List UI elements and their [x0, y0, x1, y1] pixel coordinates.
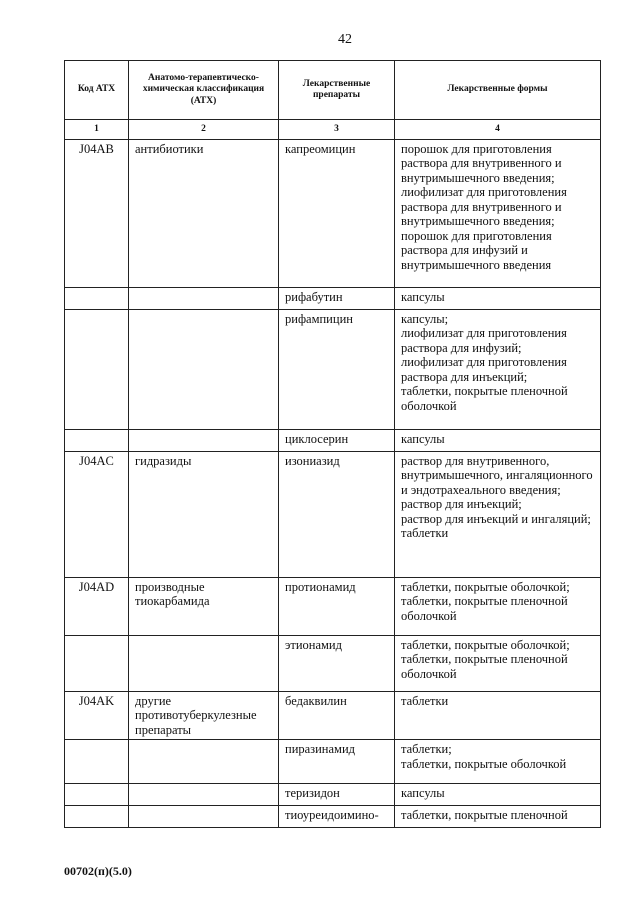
dosage-form: лиофилизат для приготовления раствора для внутривенного и внутримышечного введения; [401, 185, 567, 228]
dosage-forms-cell [395, 635, 601, 691]
dosage-form: таблетки, покрытые оболочкой; [401, 579, 570, 594]
atc-class-cell [129, 635, 279, 691]
drug-table [64, 60, 601, 828]
header-drugs: Лекарственные препараты [279, 61, 395, 120]
table-row [65, 784, 601, 806]
dosage-forms-cell [395, 806, 601, 828]
drug-name-cell: пиразинамид [279, 740, 395, 784]
dosage-form: лиофилизат для приготовления раствора для инфузий; [401, 326, 567, 355]
header-row [65, 61, 601, 120]
dosage-form: порошок для приготовления раствора для внутривенного и внутримышечного введения; [401, 141, 562, 185]
dosage-forms-cell [395, 577, 601, 635]
drug-name-cell: изониазид [279, 451, 395, 577]
drug-name-cell: протионамид [279, 577, 395, 635]
drug-name-cell: тиоуреидоимино- [279, 806, 395, 828]
atc-class-cell: другие противотуберкулезные препараты [129, 691, 279, 740]
table-row [65, 635, 601, 691]
dosage-form: таблетки, покрытые оболочкой [401, 756, 567, 771]
dosage-form: таблетки, покрытые пленочной [401, 808, 568, 822]
table-row [65, 309, 601, 429]
table-row [65, 740, 601, 784]
column-number-2: 2 [129, 120, 279, 140]
dosage-forms-cell [395, 309, 601, 429]
atc-code-cell: J04AD [65, 577, 129, 635]
drug-name-cell: теризидон [279, 784, 395, 806]
table-row [65, 429, 601, 451]
dosage-forms-cell [395, 740, 601, 784]
dosage-form: таблетки, покрытые оболочкой; [401, 637, 570, 652]
table-body [65, 139, 601, 828]
column-number-3: 3 [279, 120, 395, 140]
atc-class-cell [129, 784, 279, 806]
document-code: 00702(п)(5.0) [64, 864, 132, 878]
dosage-form: капсулы; [401, 311, 449, 326]
atc-class-cell: гидразиды [129, 451, 279, 577]
dosage-form: таблетки, покрытые пленочной оболочкой [401, 652, 568, 681]
dosage-forms-cell [395, 691, 601, 740]
atc-code-cell [65, 287, 129, 309]
atc-code-cell: J04AB [65, 139, 129, 287]
drug-name-cell: бедаквилин [279, 691, 395, 740]
atc-class-cell: производные тиокарбамида [129, 577, 279, 635]
dosage-form: раствор для инъекций; [401, 497, 522, 511]
header-forms: Лекарственные формы [395, 61, 601, 120]
atc-code-cell [65, 429, 129, 451]
dosage-form: капсулы [401, 786, 445, 800]
atc-code-cell [65, 806, 129, 828]
page-number: 42 [338, 32, 352, 47]
dosage-forms-cell [395, 784, 601, 806]
dosage-form: таблетки [401, 693, 449, 708]
atc-code-cell [65, 309, 129, 429]
table-row [65, 806, 601, 828]
dosage-form: лиофилизат для приготовления раствора для инъекций; [401, 355, 567, 384]
dosage-form: раствор для внутривенного, внутримышечного, ингаляционного и эндотрахеального введения; [401, 453, 593, 497]
table-row [65, 577, 601, 635]
dosage-forms-cell [395, 287, 601, 309]
dosage-form: раствор для инъекций и ингаляций; [401, 511, 591, 526]
dosage-forms-cell [395, 139, 601, 287]
dosage-forms-cell [395, 451, 601, 577]
atc-class-cell: антибиотики [129, 139, 279, 287]
dosage-form: капсулы [401, 431, 445, 446]
atc-class-cell [129, 287, 279, 309]
header-code: Код АТХ [65, 61, 129, 120]
drug-name-cell: циклосерин [279, 429, 395, 451]
table-row [65, 691, 601, 740]
dosage-form: таблетки, покрытые пленочной оболочкой [401, 384, 568, 413]
atc-code-cell [65, 740, 129, 784]
atc-code-cell: J04AC [65, 451, 129, 577]
atc-code-cell [65, 784, 129, 806]
column-number-row [65, 120, 601, 140]
dosage-form: порошок для приготовления раствора для инфузий и внутримышечного введения [401, 228, 552, 272]
atc-class-cell [129, 309, 279, 429]
drug-name-cell: этионамид [279, 635, 395, 691]
dosage-form: таблетки; [401, 742, 452, 756]
column-number-4: 4 [395, 120, 601, 140]
atc-class-cell [129, 806, 279, 828]
atc-code-cell [65, 635, 129, 691]
dosage-form: капсулы [401, 289, 445, 304]
atc-code-cell: J04AK [65, 691, 129, 740]
dosage-forms-cell [395, 429, 601, 451]
atc-class-cell [129, 429, 279, 451]
atc-class-cell [129, 740, 279, 784]
dosage-form: таблетки, покрытые пленочной оболочкой [401, 594, 568, 623]
table-row [65, 451, 601, 577]
dosage-form: таблетки [401, 526, 449, 540]
drug-name-cell: рифампицин [279, 309, 395, 429]
table-row [65, 139, 601, 287]
header-atc: Анатомо-терапевтическо-химическая классификация (АТХ) [129, 61, 279, 120]
drug-name-cell: капреомицин [279, 139, 395, 287]
drug-name-cell: рифабутин [279, 287, 395, 309]
column-number-1: 1 [65, 120, 129, 140]
table-row [65, 287, 601, 309]
